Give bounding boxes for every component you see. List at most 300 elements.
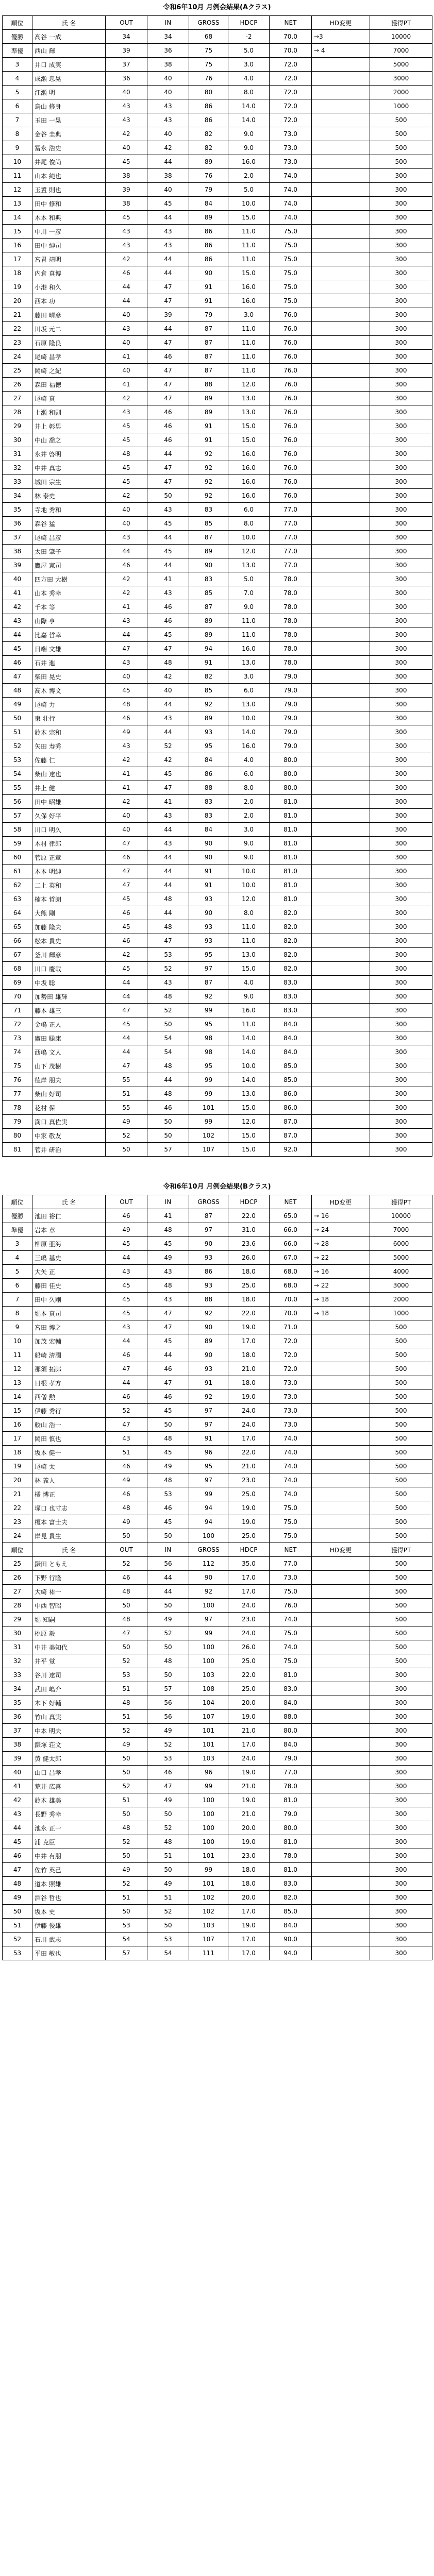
points-cell: 500 [370,1487,432,1501]
gross-cell: 107 [189,1143,228,1157]
gross-cell: 86 [189,252,228,266]
hdcp-cell: 3.0 [228,308,270,322]
points-cell: 300 [370,1835,432,1849]
table-row [3,364,432,378]
table-row [3,447,432,461]
out-cell: 45 [106,475,147,489]
gross-cell: 86 [189,225,228,239]
out-cell: 48 [106,1613,147,1626]
name-cell: 西僧 勲 [32,1390,106,1404]
hdcp-cell: 19.0 [228,1710,270,1724]
hd-change-cell [312,809,370,823]
rank-cell: 36 [3,1710,32,1724]
net-cell: 75.0 [270,280,312,294]
points-cell: 300 [370,183,432,197]
out-cell: 46 [106,1571,147,1585]
net-cell: 82.0 [270,948,312,962]
gross-cell: 100 [189,1793,228,1807]
rank-cell: 51 [3,725,32,739]
out-cell: 39 [106,44,147,58]
table-row [3,934,432,948]
hd-change-cell [312,976,370,990]
table-row [3,1251,432,1265]
hd-change-cell [312,865,370,878]
net-cell: 81.0 [270,795,312,809]
hdcp-cell: 18.0 [228,1376,270,1390]
hd-change-cell: → 16 [312,1265,370,1279]
rank-cell: 66 [3,934,32,948]
name-cell: 黄 健太郎 [32,1752,106,1766]
rank-cell: 67 [3,948,32,962]
rank-cell: 28 [3,405,32,419]
in-cell: 48 [147,1473,189,1487]
table-row [3,1101,432,1115]
table-row [3,1031,432,1045]
points-cell: 300 [370,781,432,795]
name-cell: 柳原 亜海 [32,1237,106,1251]
points-cell: 500 [370,1404,432,1418]
gross-cell: 91 [189,878,228,892]
points-cell: 500 [370,1320,432,1334]
table-row [3,739,432,753]
table-row [3,1640,432,1654]
in-cell: 43 [147,503,189,517]
out-cell: 41 [106,350,147,364]
in-cell: 57 [147,1682,189,1696]
points-cell: 300 [370,948,432,962]
hdcp-cell: 19.0 [228,1501,270,1515]
gross-cell: 94 [189,1501,228,1515]
table-row [3,823,432,837]
rank-cell: 21 [3,1487,32,1501]
hd-change-cell [312,628,370,642]
out-cell: 51 [106,1793,147,1807]
hd-change-cell [312,252,370,266]
hd-change-cell [312,1390,370,1404]
out-cell: 52 [106,1780,147,1793]
in-cell: 47 [147,280,189,294]
in-cell: 50 [147,1640,189,1654]
name-cell: 竹山 真実 [32,1710,106,1724]
in-cell: 50 [147,1418,189,1432]
rank-cell: 32 [3,461,32,475]
table-row [3,58,432,72]
gross-cell: 89 [189,211,228,225]
gross-cell: 103 [189,1919,228,1933]
out-cell: 43 [106,322,147,336]
points-cell: 300 [370,1143,432,1157]
hdcp-cell: 9.0 [228,837,270,851]
table-row [3,127,432,141]
name-cell: 田中 紳司 [32,239,106,252]
hdcp-cell: 22.0 [228,1446,270,1460]
name-cell: 岩本 章 [32,1223,106,1237]
points-cell: 300 [370,1807,432,1821]
hd-change-cell [312,336,370,350]
gross-cell: 97 [189,1613,228,1626]
net-cell: 65.0 [270,1209,312,1223]
net-cell: 84.0 [270,1919,312,1933]
name-cell: 西本 功 [32,294,106,308]
table-row [3,1209,432,1223]
table-row [3,1613,432,1626]
in-cell: 38 [147,58,189,72]
out-cell: 50 [106,1529,147,1543]
hdcp-cell: 4.0 [228,72,270,86]
points-cell: 300 [370,1018,432,1031]
gross-cell: 83 [189,795,228,809]
table-row [3,1738,432,1752]
name-cell: 江瀬 明 [32,86,106,99]
in-cell: 45 [147,1404,189,1418]
in-cell: 52 [147,1821,189,1835]
hd-change-cell [312,392,370,405]
in-cell: 49 [147,1613,189,1626]
out-cell: 43 [106,1265,147,1279]
rank-cell: 13 [3,1376,32,1390]
in-cell: 44 [147,531,189,545]
hdcp-cell: 19.0 [228,1793,270,1807]
hd-change-cell [312,58,370,72]
hd-change-cell [312,1362,370,1376]
table-row [3,99,432,113]
points-cell: 300 [370,767,432,781]
in-cell: 50 [147,1529,189,1543]
net-cell: 84.0 [270,1018,312,1031]
hdcp-cell: 16.0 [228,642,270,656]
in-cell: 47 [147,1320,189,1334]
table-row [3,308,432,322]
in-cell: 48 [147,990,189,1004]
gross-cell: 100 [189,1835,228,1849]
name-cell: 山本 秀幸 [32,586,106,600]
table-row [3,1807,432,1821]
points-cell: 5000 [370,58,432,72]
net-cell: 79.0 [270,739,312,753]
in-cell: 46 [147,614,189,628]
name-cell: 冨永 浩史 [32,141,106,155]
rank-cell: 45 [3,1835,32,1849]
table-row [3,1432,432,1446]
net-cell: 71.0 [270,1320,312,1334]
points-cell: 300 [370,725,432,739]
net-cell: 72.0 [270,1334,312,1348]
table-row [3,266,432,280]
in-cell: 43 [147,1265,189,1279]
gross-cell: 90 [189,1237,228,1251]
table-row [3,1265,432,1279]
rank-cell: 29 [3,1613,32,1626]
name-cell: 桃原 毅 [32,1626,106,1640]
hdcp-cell: 20.0 [228,1891,270,1905]
name-cell: 坂本 健一 [32,1446,106,1460]
hdcp-cell: 14.0 [228,725,270,739]
net-cell: 81.0 [270,809,312,823]
name-cell: 松本 貴史 [32,934,106,948]
out-cell: 45 [106,461,147,475]
column-header: 獲得PT [370,1195,432,1209]
table-row [3,461,432,475]
net-cell: 84.0 [270,1031,312,1045]
gross-cell: 87 [189,350,228,364]
rank-cell: 22 [3,1501,32,1515]
hd-change-cell: → 4 [312,44,370,58]
in-cell: 45 [147,517,189,531]
points-cell: 300 [370,600,432,614]
net-cell: 70.0 [270,1307,312,1320]
net-cell: 92.0 [270,1143,312,1157]
gross-cell: 86 [189,1265,228,1279]
points-cell: 500 [370,1348,432,1362]
hd-change-cell: → 22 [312,1279,370,1293]
rank-cell: 31 [3,1640,32,1654]
name-cell: 佐藤 仁 [32,753,106,767]
points-cell: 500 [370,1599,432,1613]
points-cell: 500 [370,1571,432,1585]
hd-change-cell [312,1073,370,1087]
in-cell: 40 [147,86,189,99]
points-cell: 300 [370,517,432,531]
out-cell: 50 [106,1640,147,1654]
name-cell: 日端 文雄 [32,642,106,656]
column-header: 順位 [3,16,32,30]
table-row [3,865,432,878]
in-cell: 43 [147,586,189,600]
column-header: HD変更 [312,16,370,30]
in-cell: 44 [147,447,189,461]
net-cell: 76.0 [270,392,312,405]
out-cell: 43 [106,113,147,127]
gross-cell: 95 [189,1059,228,1073]
gross-cell: 89 [189,155,228,169]
hd-change-cell: → 22 [312,1251,370,1265]
hdcp-cell: 16.0 [228,280,270,294]
net-cell: 90.0 [270,1933,312,1946]
gross-cell: 99 [189,1115,228,1129]
hdcp-cell: 13.0 [228,392,270,405]
rank-cell: 58 [3,823,32,837]
hd-change-cell [312,1143,370,1157]
net-cell: 83.0 [270,976,312,990]
out-cell: 45 [106,419,147,433]
gross-cell: 91 [189,1376,228,1390]
points-cell: 300 [370,239,432,252]
rank-cell: 12 [3,183,32,197]
hdcp-cell: 15.0 [228,1129,270,1143]
out-cell: 40 [106,809,147,823]
table-row [3,781,432,795]
rank-cell: 29 [3,419,32,433]
points-cell: 300 [370,628,432,642]
table-row [3,183,432,197]
points-cell: 300 [370,294,432,308]
out-cell: 47 [106,837,147,851]
points-cell: 300 [370,364,432,378]
column-header: IN [147,16,189,30]
gross-cell: 93 [189,934,228,948]
points-cell: 300 [370,197,432,211]
out-cell: 45 [106,1293,147,1307]
out-cell: 46 [106,1209,147,1223]
points-cell: 300 [370,684,432,698]
net-cell: 82.0 [270,920,312,934]
net-cell: 84.0 [270,1738,312,1752]
out-cell: 42 [106,753,147,767]
b-class-title: 令和6年10月 月例会結果(Bクラス) [163,1183,271,1191]
points-cell: 300 [370,1115,432,1129]
in-cell: 49 [147,1793,189,1807]
name-cell: 永井 啓明 [32,447,106,461]
rank-cell: 10 [3,1334,32,1348]
table-row [3,322,432,336]
column-header: HDCP [228,1195,270,1209]
hdcp-cell: 16.0 [228,461,270,475]
net-cell: 79.0 [270,711,312,725]
out-cell: 44 [106,990,147,1004]
column-header: GROSS [189,1543,228,1557]
name-cell: 池田 裕仁 [32,1209,106,1223]
out-cell: 45 [106,1237,147,1251]
gross-cell: 92 [189,698,228,711]
out-cell: 42 [106,252,147,266]
out-cell: 42 [106,127,147,141]
in-cell: 46 [147,1390,189,1404]
name-cell: 久保 好平 [32,809,106,823]
gross-cell: 87 [189,364,228,378]
hd-change-cell [312,350,370,364]
table-row [3,141,432,155]
in-cell: 57 [147,1143,189,1157]
name-cell: 藤田 晴彦 [32,308,106,322]
gross-cell: 89 [189,392,228,405]
net-cell: 81.0 [270,878,312,892]
hdcp-cell: 15.0 [228,962,270,976]
in-cell: 46 [147,419,189,433]
hdcp-cell: -2 [228,30,270,44]
hd-change-cell [312,1946,370,1960]
rank-cell: 37 [3,531,32,545]
out-cell: 43 [106,225,147,239]
table-row [3,572,432,586]
points-cell: 500 [370,1557,432,1571]
net-cell: 84.0 [270,1045,312,1059]
hdcp-cell: 17.0 [228,1738,270,1752]
points-cell: 300 [370,322,432,336]
points-cell: 300 [370,1059,432,1073]
rank-cell: 24 [3,350,32,364]
out-cell: 52 [106,1404,147,1418]
section-gap [0,1157,434,1179]
gross-cell: 96 [189,1446,228,1460]
out-cell: 41 [106,600,147,614]
table-row [3,1418,432,1432]
hd-change-cell [312,711,370,725]
points-cell: 300 [370,1891,432,1905]
hdcp-cell: 8.0 [228,517,270,531]
table-row [3,1933,432,1946]
net-cell: 74.0 [270,1460,312,1473]
hdcp-cell: 3.0 [228,670,270,684]
out-cell: 51 [106,1087,147,1101]
hd-change-cell: →3 [312,30,370,44]
net-cell: 83.0 [270,990,312,1004]
rank-cell: 46 [3,1849,32,1863]
hdcp-cell: 17.0 [228,1933,270,1946]
column-header: 順位 [3,1195,32,1209]
points-cell: 500 [370,1640,432,1654]
hd-change-cell [312,1905,370,1919]
table-row [3,1320,432,1334]
points-cell: 3000 [370,72,432,86]
points-cell: 500 [370,1515,432,1529]
points-cell: 300 [370,545,432,558]
hdcp-cell: 13.0 [228,405,270,419]
table-row [3,1376,432,1390]
net-cell: 68.0 [270,1265,312,1279]
hd-change-cell [312,1348,370,1362]
name-cell: 田中 昭雄 [32,795,106,809]
out-cell: 40 [106,670,147,684]
hdcp-cell: 4.0 [228,976,270,990]
gross-cell: 103 [189,1752,228,1766]
in-cell: 44 [147,1585,189,1599]
in-cell: 52 [147,962,189,976]
points-cell: 300 [370,1919,432,1933]
table-row [3,628,432,642]
table-row [3,1487,432,1501]
gross-cell: 83 [189,809,228,823]
out-cell: 40 [106,517,147,531]
points-cell: 300 [370,572,432,586]
hdcp-cell: 11.0 [228,920,270,934]
net-cell: 81.0 [270,837,312,851]
hdcp-cell: 16.0 [228,294,270,308]
rank-cell: 52 [3,739,32,753]
out-cell: 46 [106,906,147,920]
points-cell: 300 [370,211,432,225]
hdcp-cell: 24.0 [228,1404,270,1418]
in-cell: 49 [147,1251,189,1265]
name-cell: 徳岸 朋夫 [32,1073,106,1087]
rank-cell: 17 [3,252,32,266]
net-cell: 88.0 [270,1710,312,1724]
out-cell: 47 [106,878,147,892]
hdcp-cell: 14.0 [228,113,270,127]
net-cell: 72.0 [270,86,312,99]
in-cell: 53 [147,1933,189,1946]
points-cell: 300 [370,1877,432,1891]
table-row [3,878,432,892]
net-cell: 80.0 [270,753,312,767]
net-cell: 77.0 [270,545,312,558]
net-cell: 74.0 [270,1487,312,1501]
gross-cell: 92 [189,1307,228,1320]
hd-change-cell [312,1877,370,1891]
rank-cell: 36 [3,517,32,531]
rank-cell: 13 [3,197,32,211]
rank-cell: 3 [3,1237,32,1251]
net-cell: 81.0 [270,1835,312,1849]
out-cell: 49 [106,1738,147,1752]
name-cell: 二上 英和 [32,878,106,892]
net-cell: 76.0 [270,461,312,475]
out-cell: 52 [106,1557,147,1571]
net-cell: 78.0 [270,586,312,600]
in-cell: 48 [147,1279,189,1293]
name-cell: 大矢 正 [32,1265,106,1279]
hd-change-cell [312,642,370,656]
gross-cell: 90 [189,1348,228,1362]
